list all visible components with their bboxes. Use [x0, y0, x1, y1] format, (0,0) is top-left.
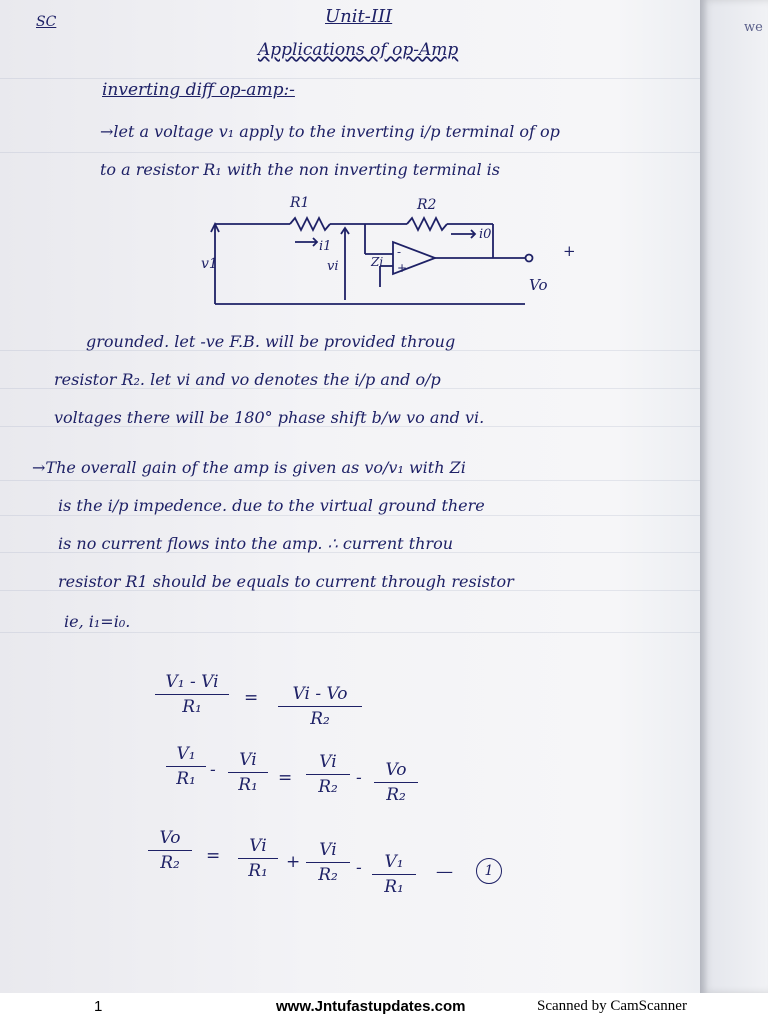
- equation-1-right-fraction: [278, 684, 362, 729]
- denominator: R₂: [318, 777, 338, 797]
- denominator: R₂: [318, 865, 338, 885]
- equation-2-fraction: [228, 750, 268, 795]
- text-line: to a resistor R₁ with the non inverting terminal is: [100, 160, 500, 179]
- scanner-credit: Scanned by CamScanner: [537, 998, 687, 1014]
- denominator: R₁: [182, 697, 202, 717]
- section-title: inverting diff op-amp:-: [102, 80, 295, 100]
- plus-sign: +: [286, 852, 301, 872]
- denominator: R₁: [238, 775, 258, 795]
- numerator: Vo: [159, 828, 181, 848]
- text-line: →let a voltage v₁ apply to the inverting i/p terminal of op: [100, 122, 560, 141]
- minus-sign: -: [210, 760, 216, 780]
- label-minus: -: [397, 245, 402, 259]
- denominator: R₁: [176, 769, 196, 789]
- text-line: resistor R1 should be equals to current through resistor: [58, 572, 514, 591]
- minus-sign: -: [356, 858, 362, 878]
- label-output-plus: +: [563, 242, 576, 260]
- denominator: R₁: [384, 877, 404, 897]
- resistor-r2-icon: [407, 218, 447, 230]
- numerator: V₁ - Vi: [165, 672, 219, 692]
- label-vo: Vo: [529, 276, 548, 294]
- equation-2-fraction: [374, 760, 418, 805]
- numerator: V₁: [384, 852, 404, 872]
- scan-footer: [0, 993, 768, 1024]
- label-r2: R2: [417, 197, 437, 213]
- minus-sign: -: [356, 768, 362, 788]
- text-line: voltages there will be 180° phase shift b/w vo and vi.: [54, 408, 485, 427]
- text-line: grounded. let -ve F.B. will be provided throug: [86, 332, 456, 351]
- denominator: R₂: [160, 853, 180, 873]
- page-title: Applications of op-Amp: [258, 40, 459, 60]
- numerator: Vi - Vo: [292, 684, 348, 704]
- label-i0: i0: [479, 227, 492, 242]
- equation-3-fraction: [306, 840, 350, 885]
- denominator: R₂: [386, 785, 406, 805]
- text-line: is no current flows into the amp. ∴ current throu: [58, 534, 454, 553]
- ruled-line: [0, 78, 700, 79]
- unit-heading: Unit-III: [325, 6, 393, 27]
- equation-3-fraction: [238, 836, 278, 881]
- site-link[interactable]: www.Jntufastupdates.com: [276, 998, 466, 1015]
- numerator: Vi: [319, 752, 337, 772]
- text-line: ie, i₁=i₀.: [64, 612, 131, 631]
- ruled-line: [0, 152, 700, 153]
- equation-number-badge: 1: [476, 858, 502, 884]
- ruled-line: [0, 632, 700, 633]
- numerator: Vo: [385, 760, 407, 780]
- equation-3-fraction: [372, 852, 416, 897]
- text-line: →The overall gain of the amp is given as vo/v₁ with Zi: [32, 458, 466, 477]
- equation-3-fraction: [148, 828, 192, 873]
- numerator: Vi: [249, 836, 267, 856]
- denominator: R₂: [310, 709, 330, 729]
- page-number: 1: [94, 998, 103, 1015]
- equals-sign: =: [206, 846, 221, 866]
- text-line: is the i/p impedence. due to the virtual ground there: [58, 496, 485, 515]
- output-terminal-icon: [526, 255, 533, 262]
- inverting-amplifier-circuit: [195, 192, 585, 312]
- equation-2-fraction: [166, 744, 206, 789]
- label-vi: vi: [327, 259, 339, 274]
- label-plus: +: [397, 261, 408, 275]
- denominator: R₁: [248, 861, 268, 881]
- resistor-r1-icon: [290, 218, 330, 230]
- equation-dash: —: [436, 862, 453, 882]
- equals-sign: =: [244, 688, 259, 708]
- ruled-line: [0, 515, 700, 516]
- label-i1: i1: [319, 239, 332, 254]
- label-r1: R1: [290, 195, 310, 211]
- numerator: Vi: [319, 840, 337, 860]
- label-zi: Zi: [371, 255, 384, 269]
- text-line: resistor R₂. let vi and vo denotes the i/p and o/p: [54, 370, 441, 389]
- equals-sign: =: [278, 768, 293, 788]
- label-v1: v1: [201, 256, 218, 272]
- next-page-edge: [700, 0, 768, 993]
- numerator: Vi: [239, 750, 257, 770]
- equation-1-left-fraction: [155, 672, 229, 717]
- corner-mark: SC: [36, 14, 57, 30]
- ruled-line: [0, 480, 700, 481]
- next-page-fragment: we: [744, 20, 763, 35]
- equation-2-fraction: [306, 752, 350, 797]
- numerator: V₁: [176, 744, 196, 764]
